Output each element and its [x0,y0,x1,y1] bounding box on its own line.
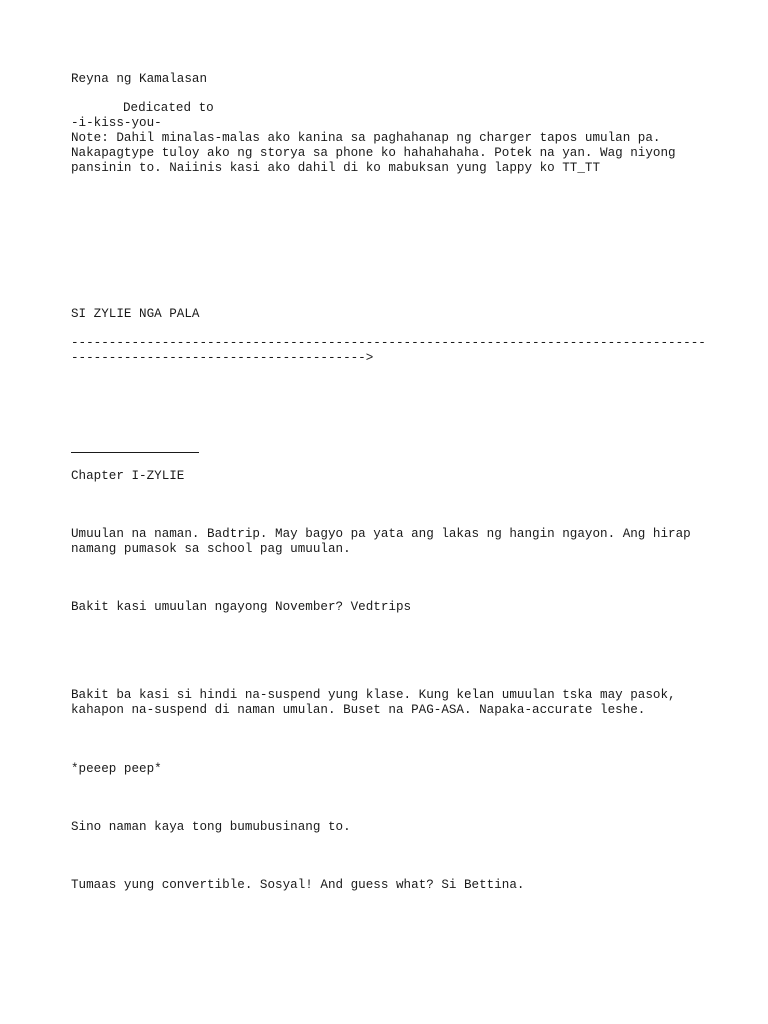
dedicatee: -i-kiss-you- [71,116,162,130]
note-line: pansinin to. Naiinis kasi ako dahil di ko mabuksan yung lappy ko TT_TT [71,161,601,175]
note-line: Note: Dahil minalas-malas ako kanina sa paghahanap ng charger tapos umulan pa. [71,131,661,145]
arrow-line: ---------------------------------------> [71,351,374,365]
dedication-label: Dedicated to [123,101,214,115]
paragraph-line: *peeep peep* [71,762,162,776]
paragraph-line: Tumaas yung convertible. Sosyal! And guess what? Si Bettina. [71,878,525,892]
character-intro: SI ZYLIE NGA PALA [71,307,200,321]
arrow-line: ------------------------------------------------------------------------------------ [71,336,706,350]
paragraph-line: namang pumasok sa school pag umuulan. [71,542,351,556]
paragraph-line: Bakit ba kasi si hindi na-suspend yung klase. Kung kelan umuulan tska may pasok, [71,688,676,702]
paragraph-line: kahapon na-suspend di naman umulan. Buset na PAG-ASA. Napaka-accurate leshe. [71,703,646,717]
chapter-title: Chapter I-ZYLIE [71,469,185,483]
note-line: Nakapagtype tuloy ako ng storya sa phone ko hahahahaha. Potek na yan. Wag niyong [71,146,676,160]
story-title: Reyna ng Kamalasan [71,72,208,86]
paragraph-line: Bakit kasi umuulan ngayong November? Vedtrips [71,600,412,614]
paragraph-line: Sino naman kaya tong bumubusinang to. [71,820,351,834]
section-rule [71,452,199,453]
paragraph-line: Umuulan na naman. Badtrip. May bagyo pa yata ang lakas ng hangin ngayon. Ang hirap [71,527,691,541]
